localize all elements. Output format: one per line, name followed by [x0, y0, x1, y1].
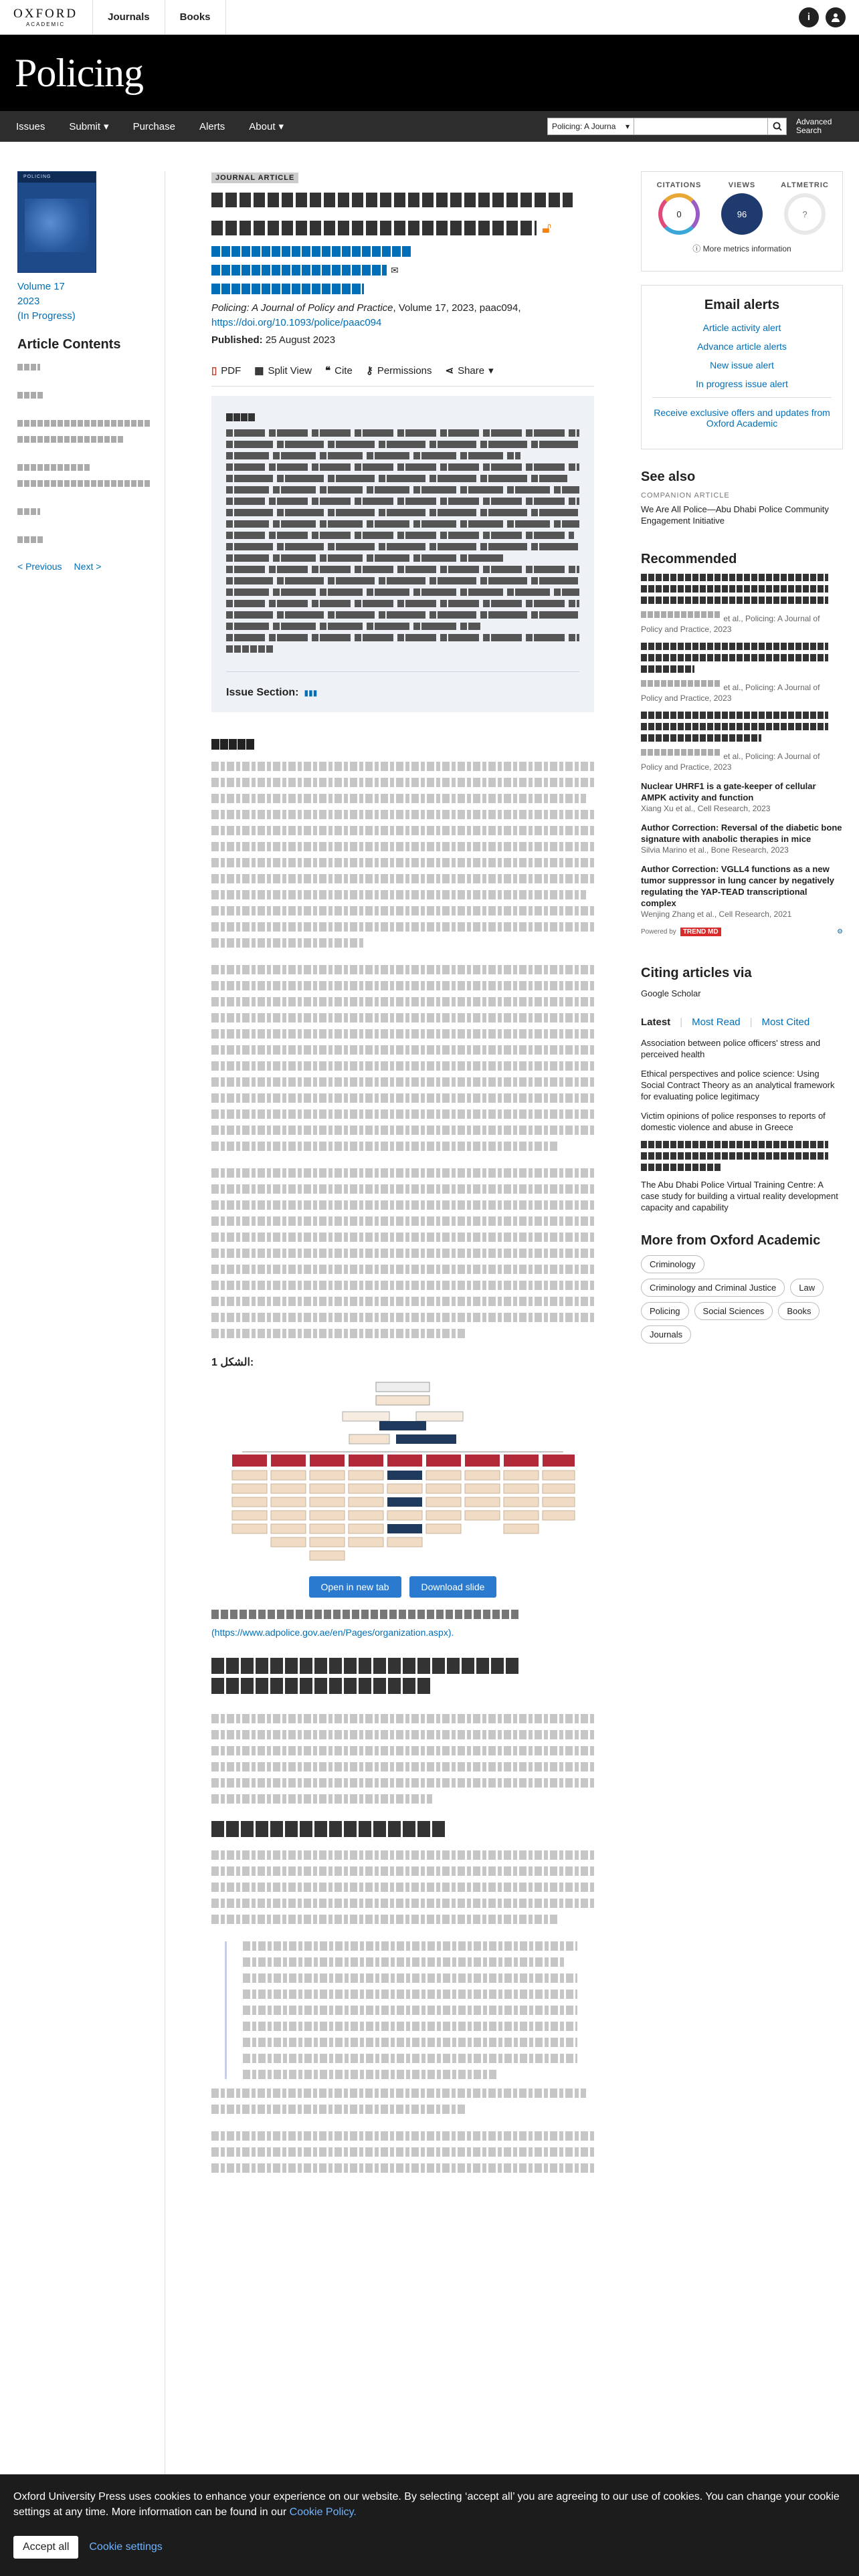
latest-item[interactable]: Ethical perspectives and police science: Using Social Contract Theory as an analytical framework for evaluating police legitimacy [641, 1069, 835, 1101]
citing-articles-title: Citing articles via [641, 966, 752, 980]
advanced-search-link[interactable]: Advanced Search [796, 117, 832, 135]
split-view-icon: ▦ [254, 365, 264, 377]
permissions-button[interactable]: ⚷ Permissions [365, 364, 432, 377]
accept-all-button[interactable]: Accept all [13, 2536, 78, 2559]
section-heading [211, 1658, 594, 1694]
toc-item[interactable] [17, 505, 151, 521]
oxford-logo[interactable]: OXFORD ACADEMIC [13, 7, 78, 27]
paragraph [211, 1714, 594, 1804]
caret-down-icon: ▾ [104, 121, 109, 132]
cookie-settings-link[interactable]: Cookie settings [89, 2541, 163, 2553]
user-icon[interactable] [826, 7, 846, 27]
search-bar [547, 118, 843, 135]
latest-item[interactable]: Association between police officers' stress and perceived health [641, 1038, 821, 1059]
nav-submit[interactable]: Submit ▾ [69, 120, 109, 132]
toc-item[interactable] [17, 417, 151, 449]
tag-books[interactable]: Books [778, 1302, 820, 1320]
article-toolbar [211, 364, 594, 377]
toc-item[interactable] [17, 461, 151, 493]
open-in-new-tab-button[interactable]: Open in new tab [309, 1576, 401, 1598]
journal-banner [0, 35, 859, 111]
exclusive-offers-link[interactable]: Receive exclusive offers and updates from Oxford Academic [654, 407, 830, 429]
email-alerts-title: Email alerts [704, 298, 780, 312]
cookie-text: Oxford University Press uses cookies to enhance your experience on our website. By selecting ‘accept all’ you are agreeing to our use of cookies. You can change your cookie settings at any time. More information can be found in our Cookie Policy. [13, 2491, 840, 2518]
article-activity-alert-link[interactable]: Article activity alert [702, 322, 781, 333]
search-input[interactable] [634, 118, 768, 135]
toc-item[interactable] [17, 389, 151, 405]
tag-criminology-justice[interactable]: Criminology and Criminal Justice [641, 1279, 785, 1297]
metrics-panel [641, 171, 843, 272]
figure-caption [211, 1610, 594, 1639]
tag-policing[interactable]: Policing [641, 1302, 689, 1320]
email-alerts-panel [641, 285, 843, 449]
see-also-title: See also [641, 469, 696, 484]
abstract [211, 396, 594, 712]
key-icon: ⚷ [365, 365, 373, 377]
article-type-badge: JOURNAL ARTICLE [211, 173, 298, 183]
cookie-banner [0, 2474, 859, 2576]
companion-article-link[interactable]: We Are All Police—Abu Dhabi Police Community Engagement Initiative [641, 504, 829, 526]
caret-down-icon: ▾ [625, 122, 630, 131]
tag-criminology[interactable]: Criminology [641, 1255, 704, 1273]
tag-journals[interactable]: Journals [641, 1325, 691, 1344]
tab-most-read[interactable]: Most Read [692, 1016, 741, 1028]
tag-law[interactable]: Law [790, 1279, 824, 1297]
search-icon[interactable] [768, 118, 787, 135]
volume-info[interactable]: Volume 17 2023 (In Progress) [17, 281, 76, 322]
journals-link[interactable]: Journals [92, 0, 165, 35]
figure-label: 1 الشكل: [211, 1357, 254, 1368]
previous-link[interactable]: < Previous [17, 561, 62, 572]
citation-line: Policing: A Journal of Policy and Practice, Volume 17, 2023, paac094, https://doi.org/10.1093/police/paac094 [211, 302, 521, 328]
caret-down-icon: ▾ [278, 121, 284, 132]
recommended-item[interactable]: et al., Policing: A Journal of Policy and Practice, 2023 [641, 643, 843, 704]
recommended-item[interactable]: Author Correction: VGLL4 functions as a new tumor suppressor in lung cancer by negatively regulating the YAP-TEAD transcriptional complex Wenjing Zhang et al., Cell Research, 2021 [641, 864, 834, 919]
author-list[interactable] [211, 246, 594, 294]
books-link[interactable]: Books [165, 0, 226, 35]
paragraph [211, 2088, 594, 2114]
blockquote [225, 1941, 594, 2079]
section-heading [211, 739, 594, 750]
caption-link[interactable]: (https://www.adpolice.gov.ae/en/Pages/organization.aspx). [211, 1627, 454, 1638]
org-chart-figure[interactable] [229, 1380, 577, 1567]
new-issue-alert-link[interactable]: New issue alert [710, 360, 774, 370]
paragraph [211, 1850, 594, 1924]
pdf-button[interactable]: ▯ PDF [211, 364, 242, 377]
recommended-item[interactable]: et al., Policing: A Journal of Policy and Practice, 2023 [641, 712, 843, 772]
share-icon: ⋖ [445, 365, 454, 377]
article-main [211, 171, 594, 2190]
recommended-list [641, 574, 843, 936]
section-heading [211, 1821, 594, 1837]
journal-title[interactable]: Policing [15, 50, 144, 95]
nav-alerts[interactable]: Alerts [199, 120, 225, 132]
tab-most-cited[interactable]: Most Cited [761, 1016, 810, 1028]
tag-social-sciences[interactable]: Social Sciences [694, 1302, 773, 1320]
latest-list [641, 1037, 843, 1213]
paragraph [211, 2131, 594, 2173]
journal-cover[interactable]: POLICING [17, 171, 96, 273]
abstract-text [226, 429, 579, 653]
latest-item[interactable]: The Abu Dhabi Police Virtual Training Centre: A case study for building a virtual reality development capacity and capability [641, 1180, 838, 1212]
google-scholar-link[interactable]: Google Scholar [641, 988, 701, 998]
split-view-button[interactable]: ▦ Split View [254, 364, 312, 377]
article-tabs: Latest | Most Read | Most Cited [641, 1016, 810, 1028]
nav-purchase[interactable]: Purchase [132, 120, 175, 132]
toc-item[interactable] [17, 533, 151, 549]
top-bar [0, 0, 859, 35]
info-icon[interactable]: i [799, 7, 819, 27]
quote-icon: ❝ [325, 365, 331, 377]
views-metric[interactable]: VIEWS 96 [715, 181, 769, 235]
recommended-title: Recommended [641, 552, 737, 566]
pdf-icon: ▯ [211, 365, 217, 377]
abstract-heading [226, 413, 579, 421]
latest-item[interactable] [641, 1141, 843, 1171]
caret-down-icon: ▾ [488, 365, 494, 377]
email-icon[interactable]: ✉ [391, 265, 400, 276]
share-button[interactable]: ⋖ Share ▾ [445, 364, 494, 377]
latest-item[interactable]: Victim opinions of police responses to reports of domestic violence and abuse in Greece [641, 1111, 826, 1132]
recommended-item[interactable]: Author Correction: Reversal of the diabetic bone signature with anabolic therapies in mice Silvia Marino et al., Bone Research, 2023 [641, 823, 842, 855]
article-title [211, 189, 594, 239]
issue-section: Issue Section: ▮▮▮ [226, 671, 579, 699]
right-sidebar [641, 171, 843, 1344]
cookie-policy-link[interactable]: Cookie Policy. [289, 2506, 357, 2518]
toc-item[interactable] [17, 360, 151, 377]
trendmd-credit: Powered by TREND MD ⚙ [641, 928, 843, 936]
subject-tags [641, 1255, 843, 1344]
info-icon: ⓘ [692, 244, 701, 253]
paragraph [211, 965, 594, 1151]
gear-icon[interactable]: ⚙ [837, 928, 843, 936]
next-link[interactable]: Next > [74, 561, 102, 572]
companion-label: COMPANION ARTICLE [641, 492, 730, 500]
journal-nav [0, 111, 859, 142]
advance-article-alerts-link[interactable]: Advance article alerts [697, 341, 787, 352]
trendmd-logo[interactable]: TREND MD [680, 928, 721, 936]
nav-issues[interactable]: Issues [16, 120, 45, 132]
recommended-item[interactable]: et al., Policing: A Journal of Policy and Practice, 2023 [641, 574, 843, 635]
tab-latest[interactable]: Latest [641, 1016, 671, 1028]
cite-button[interactable]: ❝ Cite [325, 364, 353, 377]
recommended-item[interactable]: Nuclear UHRF1 is a gate-keeper of cellular AMPK activity and function Xiang Xu et al., Cell Research, 2023 [641, 781, 816, 813]
issue-section-link[interactable]: ▮▮▮ [304, 688, 318, 697]
open-access-icon: 🔓︎ [542, 219, 553, 236]
search-scope-select[interactable]: Policing: A Journa ▾ [547, 118, 634, 135]
in-progress-issue-alert-link[interactable]: In progress issue alert [696, 379, 788, 389]
more-from-title: More from Oxford Academic [641, 1233, 821, 1248]
left-sidebar [17, 171, 151, 572]
published-date: Published: 25 August 2023 [211, 334, 336, 346]
nav-about[interactable]: About ▾ [249, 120, 284, 132]
download-slide-button[interactable]: Download slide [409, 1576, 497, 1598]
more-metrics-link[interactable]: ⓘ More metrics information [692, 244, 791, 253]
article-contents-title: Article Contents [17, 337, 121, 352]
altmetric-metric[interactable]: ALTMETRIC ? [778, 181, 832, 235]
paragraph [211, 762, 594, 948]
citations-metric[interactable]: CITATIONS 0 [652, 181, 706, 235]
doi-link[interactable]: https://doi.org/10.1093/police/paac094 [211, 317, 382, 328]
paragraph [211, 1168, 594, 1338]
